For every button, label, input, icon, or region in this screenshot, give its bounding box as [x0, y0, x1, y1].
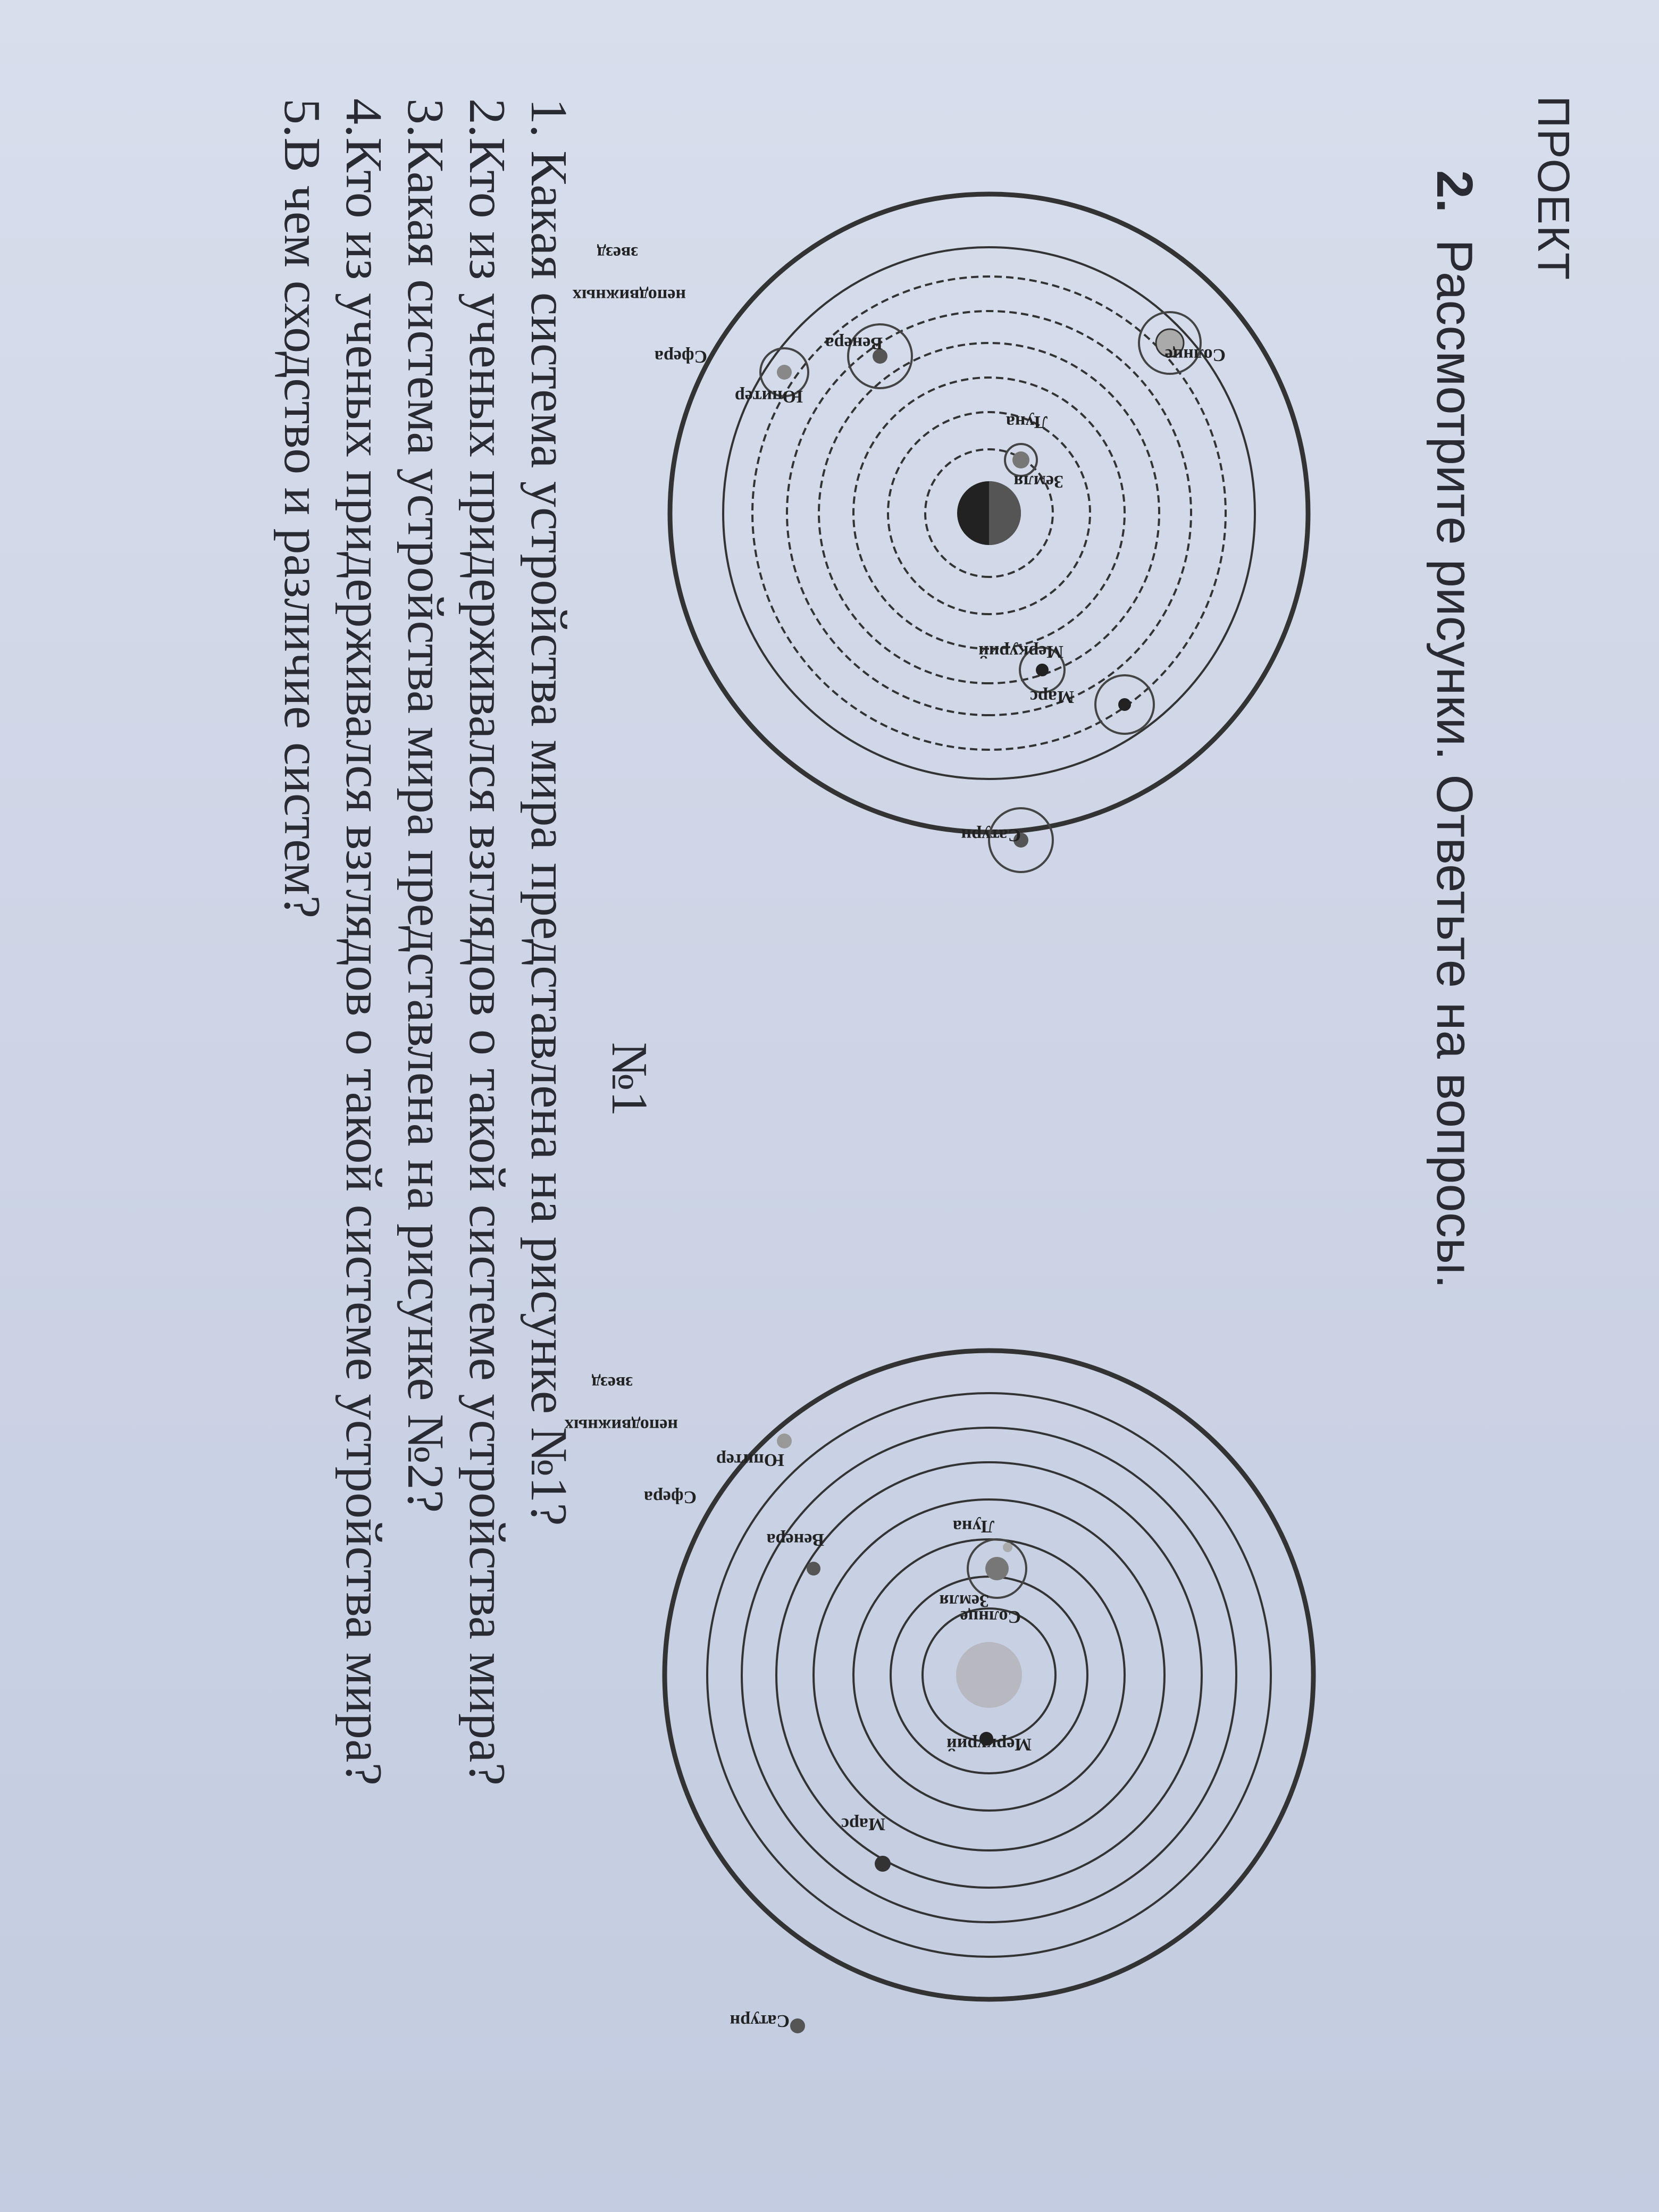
sphere-label-line3: звезд	[591, 1373, 633, 1393]
label-mars: Марс	[841, 1814, 885, 1834]
label-mercury: Меркурий	[946, 1735, 1032, 1754]
label-sun: Солнце	[960, 1607, 1021, 1627]
figure-1-number-label: №1	[601, 1042, 658, 1117]
label-earth: Земля	[939, 1591, 989, 1611]
venus-dot	[807, 1562, 820, 1576]
task-number: 2.	[1426, 170, 1483, 213]
moon-dot	[1012, 451, 1029, 468]
question-2: 2.Кто из ученых придерживался взглядов о такой системе устройства мира?	[458, 98, 516, 1786]
label-moon: Луна	[1006, 412, 1048, 432]
figure-2-heliocentric-diagram	[564, 1303, 1361, 2047]
mars-dot	[875, 1856, 891, 1872]
question-4: 4.Кто из ученых придерживался взглядов о такой системе устройства мира?	[335, 98, 392, 1786]
header-label: ПРОЕКТ	[1529, 96, 1579, 281]
label-saturn: Сатурн	[961, 825, 1021, 845]
task-instruction: Рассмотрите рисунки. Ответьте на вопросы.	[1426, 239, 1483, 1289]
label-jupiter: Юпитер	[716, 1450, 784, 1470]
jupiter-dot	[777, 365, 792, 380]
sphere-label-line3: звезд	[597, 243, 638, 263]
sphere-label-line1: Сфера	[643, 1487, 697, 1507]
fixed-stars-label	[565, 1373, 697, 1507]
earth-dot	[985, 1557, 1009, 1580]
label-sun: Солнце	[1164, 345, 1226, 365]
question-5: 5.В чем сходство и различие систем?	[273, 98, 331, 919]
question-1: 1. Какая система устройства мира представлена на рисунке №1?	[520, 98, 577, 1526]
mars-dot	[1118, 698, 1131, 711]
jupiter-dot	[777, 1434, 792, 1448]
label-moon: Луна	[952, 1516, 994, 1536]
sphere-label-line2: неподвижных	[564, 1415, 678, 1435]
fixed-stars-label	[573, 243, 707, 366]
sphere-label-line1: Сфера	[654, 347, 707, 366]
sphere-label-line2: неподвижных	[572, 286, 686, 305]
figure-1-geocentric-diagram	[572, 141, 1361, 885]
moon-dot	[1003, 1543, 1012, 1552]
label-saturn: Сатурн	[730, 2011, 790, 2031]
question-3: 3.Какая система устройства мира представлена на рисунке №2?	[397, 98, 454, 1513]
label-mars: Марс	[1029, 687, 1074, 707]
sun-center	[956, 1642, 1022, 1708]
label-venus: Венера	[825, 333, 883, 353]
label-jupiter: Юпитер	[734, 387, 803, 406]
saturn-dot	[790, 2018, 805, 2033]
mercury-dot	[1036, 664, 1049, 676]
label-mercury: Меркурий	[978, 642, 1063, 661]
label-earth: Земля	[1013, 472, 1063, 491]
label-venus: Венера	[766, 1530, 824, 1549]
questions-list	[271, 98, 580, 1786]
